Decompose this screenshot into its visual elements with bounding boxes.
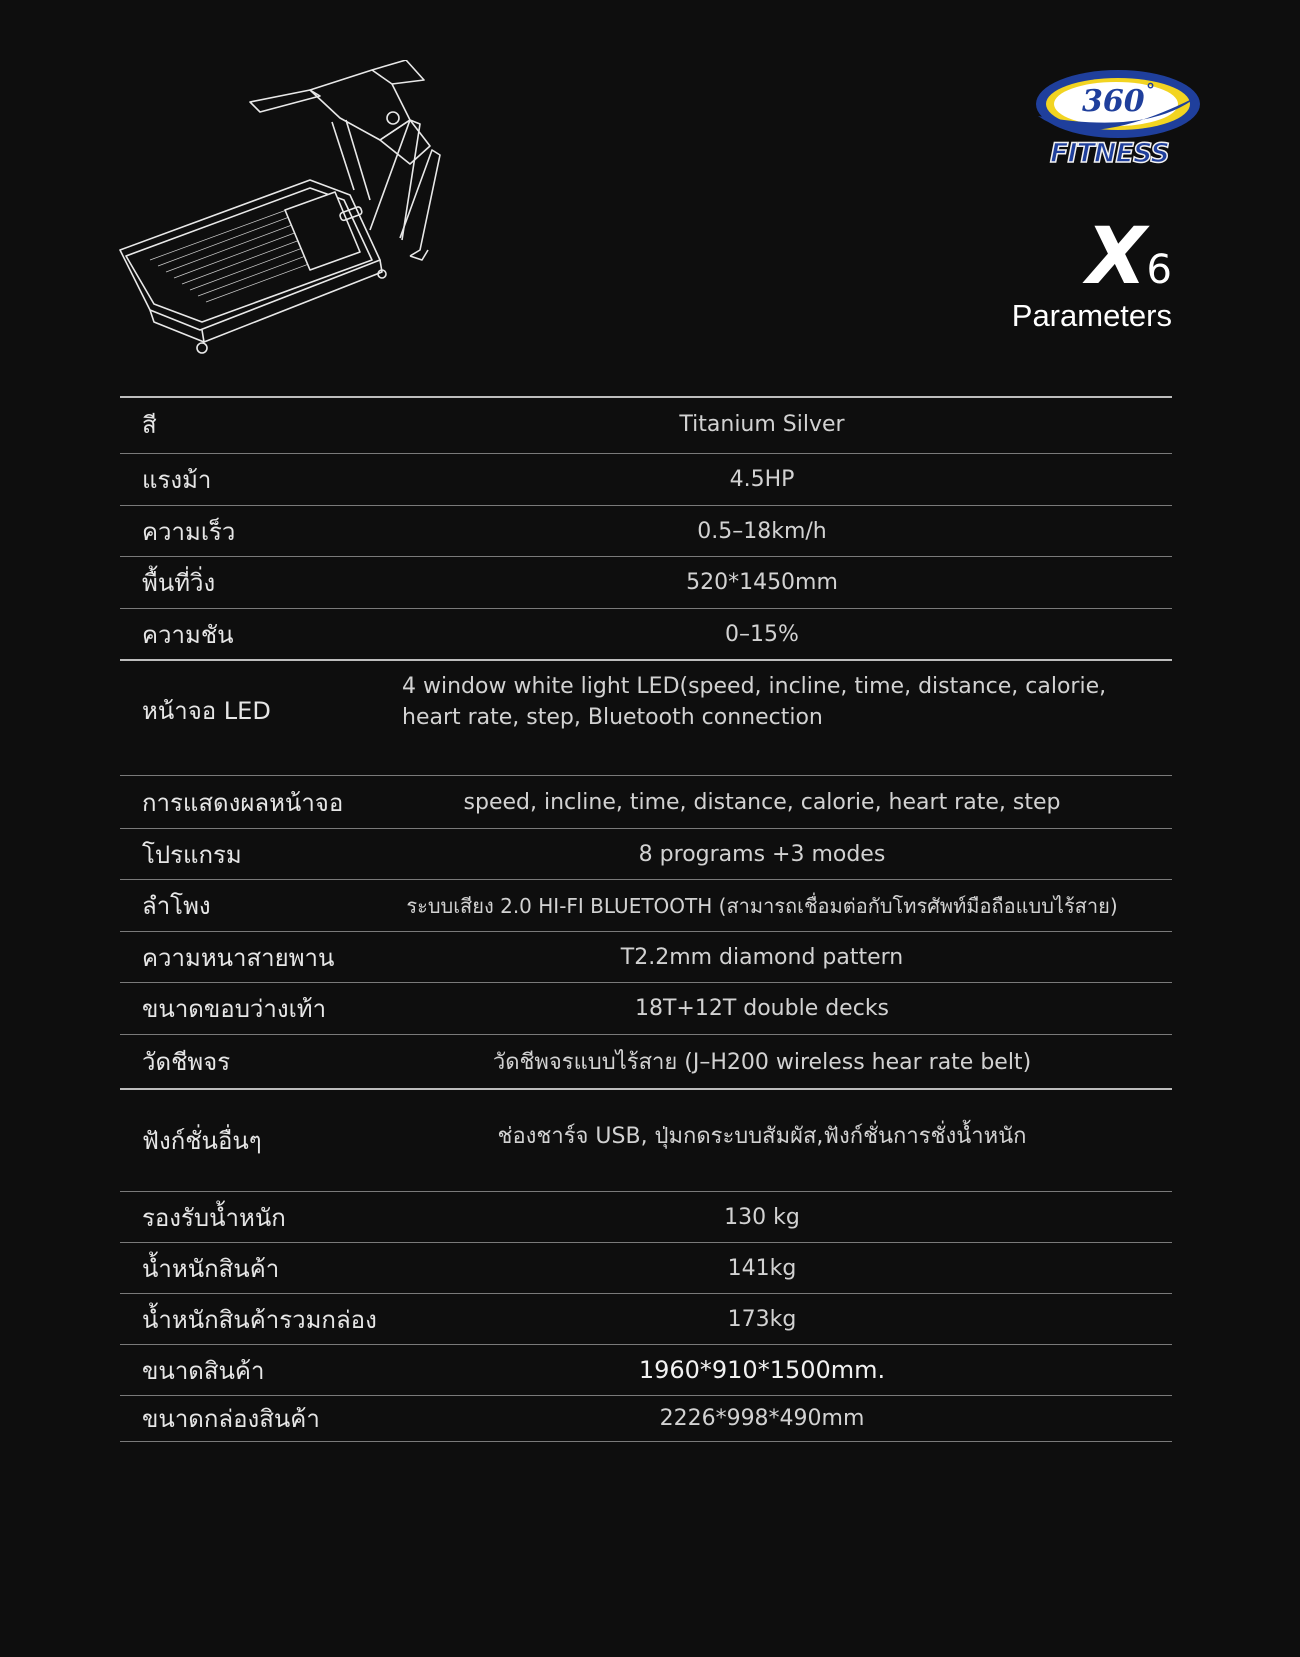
spec-row-speaker (120, 880, 1172, 932)
spec-label: ความหนาสายพาน (142, 943, 335, 972)
spec-label: ความชัน (142, 620, 234, 649)
spec-value: T2.2mm diamond pattern (620, 944, 904, 970)
spec-value: 4 window white light LED(speed, incline, time, distance, calorie, heart rate, step, Bluetooth connection (402, 674, 1107, 730)
spec-row-programs (120, 829, 1172, 880)
spec-value: 4.5HP (729, 467, 795, 492)
logo-number: 360 (1082, 84, 1145, 119)
spec-table (120, 396, 1172, 1442)
spec-row-color (120, 396, 1172, 454)
spec-value: 130 kg (724, 1204, 800, 1230)
spec-label: ขนาดขอบว่างเท้า (142, 995, 327, 1023)
spec-row-box-size (120, 1396, 1172, 1442)
spec-label: ขนาดกล่องสินค้า (142, 1405, 320, 1433)
spec-row-other-functions (120, 1090, 1172, 1192)
spec-label: แรงม้า (142, 466, 212, 494)
spec-value: วัดชีพจรแบบไร้สาย (J–H200 wireless hear rate belt) (492, 1050, 1032, 1075)
spec-label: ฟังก์ชั่นอื่นๆ (142, 1127, 262, 1155)
spec-label: การแสดงผลหน้าจอ (142, 788, 344, 817)
spec-row-speed (120, 506, 1172, 557)
model-number: 6 (1146, 247, 1172, 293)
spec-label: หน้าจอ LED (142, 697, 271, 725)
spec-value: speed, incline, time, distance, calorie, heart rate, step (463, 789, 1061, 815)
spec-value: ช่องชาร์จ USB, ปุ่มกดระบบสัมผัส,ฟังก์ชั่นการชั่งน้ำหนัก (497, 1124, 1027, 1149)
spec-value: 1960*910*1500mm. (638, 1356, 886, 1384)
spec-label: น้ำหนักสินค้า (142, 1254, 280, 1283)
spec-value: ระบบเสียง 2.0 HI-FI BLUETOOTH (สามารถเชื่อมต่อกับโทรศัพท์มือถือแบบไร้สาย) (406, 893, 1118, 918)
spec-value: 0.5–18km/h (697, 518, 827, 544)
model-title (972, 212, 1172, 334)
spec-row-net-weight (120, 1243, 1172, 1294)
spec-label: พื้นที่วิ่ง (142, 569, 216, 597)
model-subtitle: Parameters (1011, 298, 1172, 333)
spec-label: ความเร็ว (142, 517, 236, 546)
treadmill-illustration (110, 60, 470, 360)
spec-row-belt-thickness (120, 932, 1172, 983)
spec-value: 2226*998*490mm (659, 1406, 865, 1431)
spec-value: 0–15% (725, 621, 799, 647)
spec-value: 18T+12T double decks (634, 996, 890, 1021)
spec-row-heart-rate (120, 1035, 1172, 1090)
logo-word: FITNESS (1050, 138, 1169, 169)
spec-row-horsepower (120, 454, 1172, 506)
spec-row-max-load (120, 1192, 1172, 1243)
spec-label: วัดชีพจร (142, 1048, 231, 1076)
spec-label: น้ำหนักสินค้ารวมกล่อง (142, 1305, 377, 1334)
spec-label: ขนาดสินค้า (142, 1356, 265, 1385)
spec-row-running-area (120, 557, 1172, 609)
spec-value: 141kg (727, 1255, 797, 1281)
spec-value: 520*1450mm (686, 570, 838, 595)
spec-row-incline (120, 609, 1172, 661)
spec-label: ลำโพง (142, 892, 211, 920)
logo-degree: ° (1146, 80, 1155, 101)
spec-row-side-rails (120, 983, 1172, 1035)
model-letter: X (1086, 212, 1143, 302)
spec-row-led-display (120, 661, 1172, 776)
spec-row-product-size (120, 1345, 1172, 1396)
spec-value: Titanium Silver (679, 412, 845, 437)
spec-value: 173kg (727, 1306, 797, 1332)
spec-label: รองรับน้ำหนัก (142, 1203, 286, 1232)
spec-row-gross-weight (120, 1294, 1172, 1345)
brand-logo (1028, 66, 1208, 176)
spec-row-screen-display (120, 776, 1172, 829)
spec-label: สี (142, 411, 157, 439)
spec-value: 8 programs +3 modes (638, 841, 886, 867)
spec-label: โปรแกรม (142, 840, 242, 869)
